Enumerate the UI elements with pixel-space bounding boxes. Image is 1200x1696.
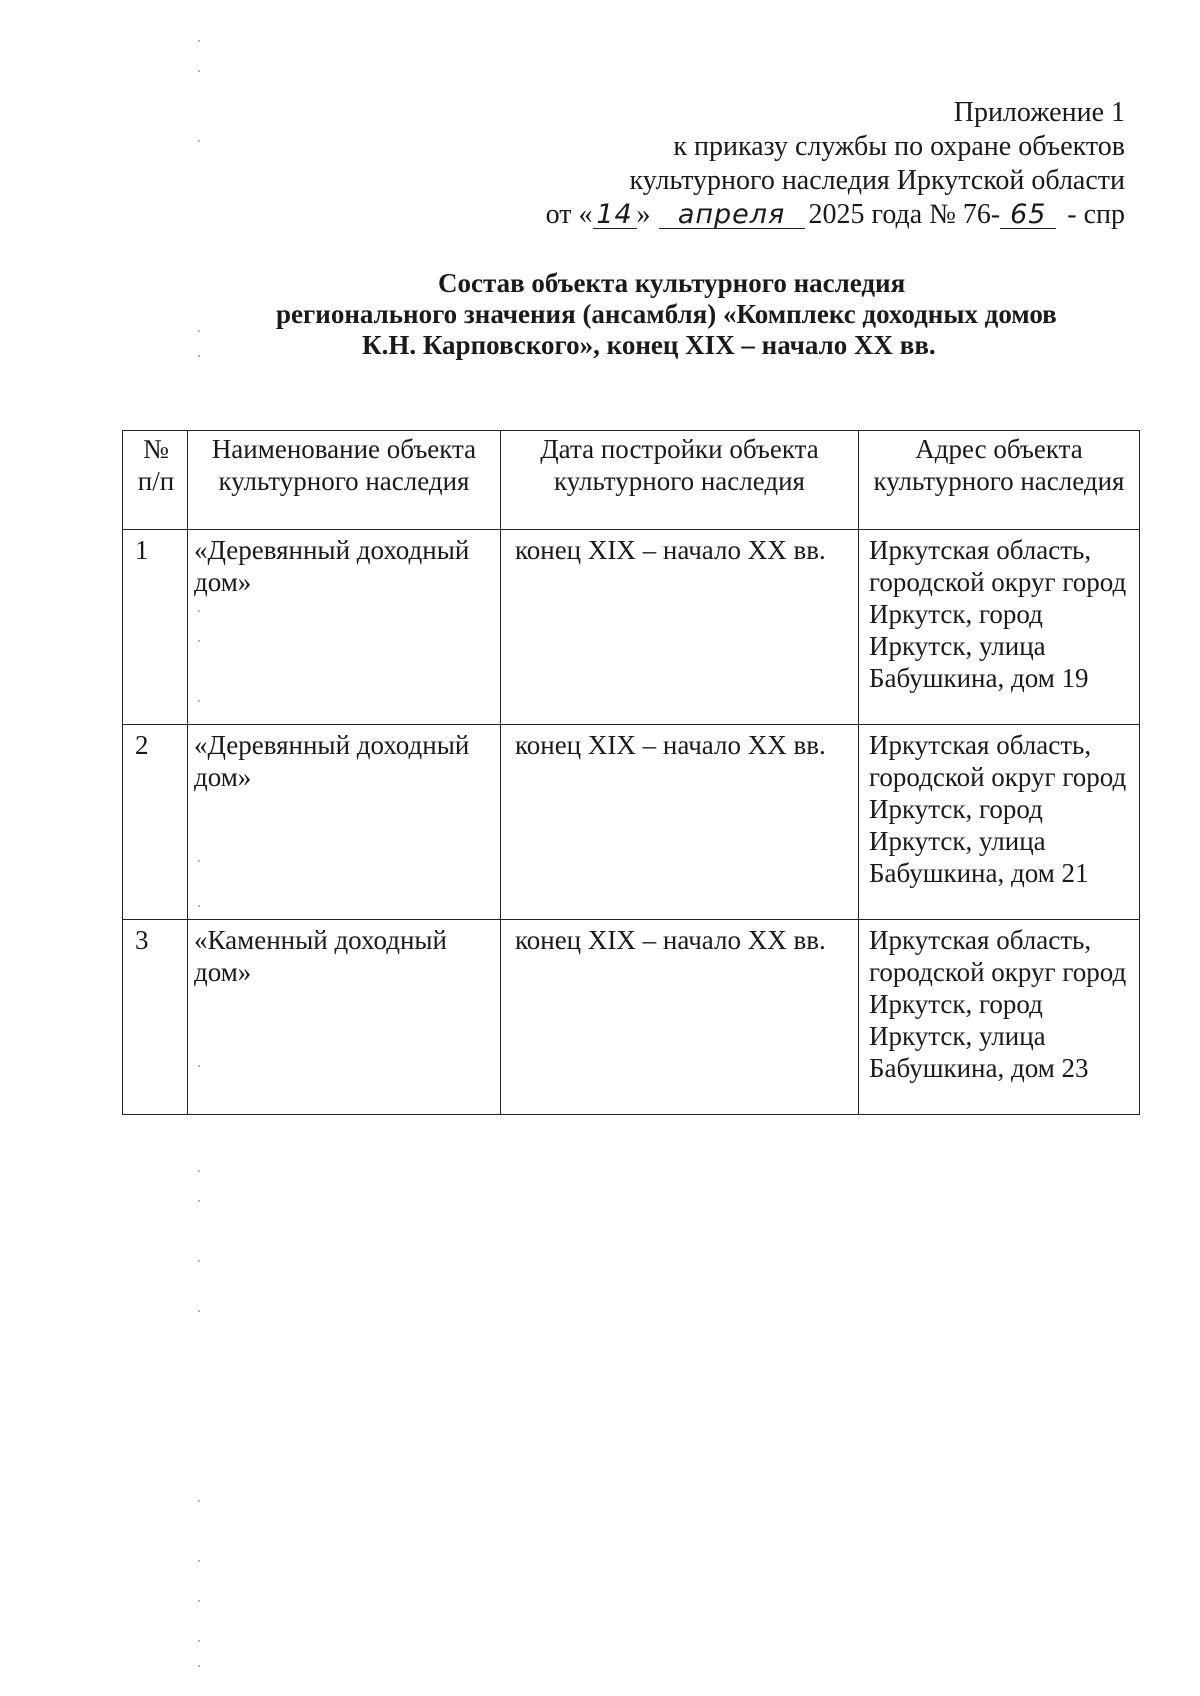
table-row (123, 920, 1140, 1115)
title-line-3: К.Н. Карповского», конец XIX – начало XX вв. (362, 330, 936, 360)
appendix-header (546, 96, 1125, 232)
title-line-2: регионального значения (ансамбля) «Комплекс доходных домов (276, 299, 1057, 329)
object-address: Иркутская область, городской округ город Иркутск, город Иркутск, улица Бабушкина, дом 23 (859, 920, 1140, 1115)
heritage-objects-table (122, 430, 1140, 1115)
construction-date: конец XIX – начало XX вв. (501, 725, 859, 920)
row-number: 2 (123, 725, 188, 920)
object-name: «Деревянный доходный дом» (188, 725, 501, 920)
date-quote-close: » (636, 199, 651, 230)
year-text: 2025 года № 76- (808, 199, 1001, 230)
table-header-row (123, 431, 1140, 530)
document-title (0, 268, 1200, 361)
appendix-title: Приложение 1 (953, 97, 1125, 128)
header-address: Адрес объекта культурного наследия (859, 431, 1140, 530)
header-name: Наименование объекта культурного наследия (188, 431, 501, 530)
header-date: Дата постройки объекта культурного наследия (501, 431, 859, 530)
object-name: «Деревянный доходный дом» (188, 530, 501, 725)
row-number: 3 (123, 920, 188, 1115)
order-suffix: - спр (1067, 199, 1125, 230)
handwritten-month: апреля (659, 202, 805, 229)
table-row (123, 530, 1140, 725)
object-name: «Каменный доходный дом» (188, 920, 501, 1115)
title-line-1: Состав объекта культурного наследия (438, 268, 906, 298)
handwritten-order-number: 65 (1000, 202, 1056, 229)
appendix-authority-line: культурного наследия Иркутской области (629, 165, 1125, 196)
object-address: Иркутская область, городской округ город Иркутск, город Иркутск, улица Бабушкина, дом 21 (859, 725, 1140, 920)
construction-date: конец XIX – начало XX вв. (501, 530, 859, 725)
header-number: № п/п (123, 431, 188, 530)
appendix-date-line (546, 198, 1125, 232)
date-prefix: от « (545, 199, 593, 230)
construction-date: конец XIX – начало XX вв. (501, 920, 859, 1115)
appendix-order-line: к приказу службы по охране объектов (673, 131, 1125, 162)
table-row (123, 725, 1140, 920)
row-number: 1 (123, 530, 188, 725)
handwritten-day: 14 (593, 202, 637, 229)
object-address: Иркутская область, городской округ город Иркутск, город Иркутск, улица Бабушкина, дом 19 (859, 530, 1140, 725)
